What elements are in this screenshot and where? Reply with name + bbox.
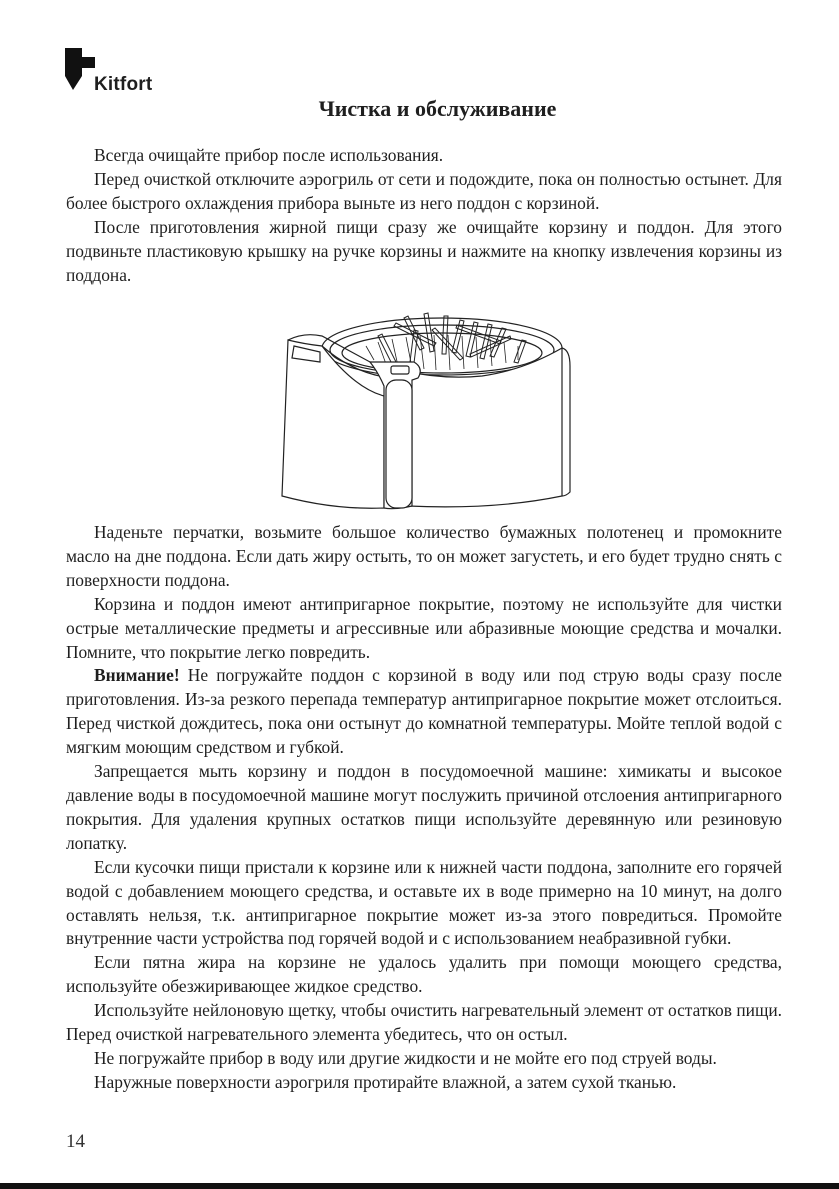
paragraph: Если кусочки пищи пристали к корзине или к нижней части поддона, заполните его горячей водой с добавлением моющего средства, и оставьте их в воде примерно на 10 минут, на долго оставлять нельзя, т.к. антипригарное покрытие может из-за этого повредиться. Промойте внутренние части устройства под горячей водой и с использованием неабразивной губки. (66, 856, 782, 949)
paragraph: Наденьте перчатки, возьмите большое количество бумажных полотенец и промокните масло на дне поддона. Если дать жиру остыть, то он может загустеть, и его будет трудно снять с поверхности поддона. (66, 522, 782, 590)
bottom-divider (0, 1183, 839, 1189)
air-fryer-basket-icon (274, 306, 580, 512)
paragraph: Наружные поверхности аэрогриля протирайте влажной, а затем сухой тканью. (94, 1071, 677, 1092)
paragraph: Перед очисткой отключите аэрогриль от сети и подождите, пока он полностью остынет. Для более быстрого охлаждения прибора выньте из него поддон с корзиной. (66, 168, 782, 213)
paragraph: Не погружайте прибор в воду или другие жидкости и не мойте его под струей воды. (94, 1047, 717, 1068)
warning-paragraph (66, 664, 782, 760)
basket-illustration (274, 306, 580, 512)
body-text (66, 521, 782, 1095)
paragraph: Используйте нейлоновую щетку, чтобы очистить нагревательный элемент от остатков пищи. Перед очисткой нагревательного элемента убедитесь, что он остыл. (66, 1000, 782, 1045)
paragraph: Всегда очищайте прибор после использования. (94, 145, 444, 165)
paragraph: Корзина и поддон имеют антипригарное покрытие, поэтому не используйте для чистки острые металлические предметы и агрессивные или абразивные моющие средства и мочалки. Помните, что покрытие легко повредить. (66, 593, 782, 662)
paragraph: Запрещается мыть корзину и поддон в посудомоечной машине: химикаты и высокое давление воды в посудомоечной машине могут послужить причиной отслоения антипригарного покрытия. Для удаления крупных остатков пищи используйте деревянную или резиновую лопатку. (66, 761, 782, 853)
intro-text (66, 144, 782, 287)
kitfort-logo-icon (62, 46, 96, 94)
paragraph: После приготовления жирной пищи сразу же очищайте корзину и поддон. Для этого подвиньте пластиковую крышку на ручке корзины и нажмите на кнопку извлечения корзины из поддона. (66, 216, 782, 285)
page-number: 14 (66, 1131, 85, 1152)
brand-name: Kitfort (94, 74, 153, 95)
page-title: Чистка и обслуживание (318, 96, 557, 121)
warning-label: Внимание! (94, 665, 180, 686)
brand-logo (62, 46, 182, 96)
warning-text: Не погружайте поддон с корзиной в воду или под струю воды сразу после приготовления. Из-за резкого перепада температур антипригарное покрытие может отслоиться. Перед чисткой дождитесь, пока они остынут до комнатной температуры. Мойте теплой водой с мягким моющим средством и губкой. (66, 665, 782, 758)
paragraph: Если пятна жира на корзине не удалось удалить при помощи моющего средства, используйте обезжиривающее жидкое средство. (66, 952, 782, 997)
